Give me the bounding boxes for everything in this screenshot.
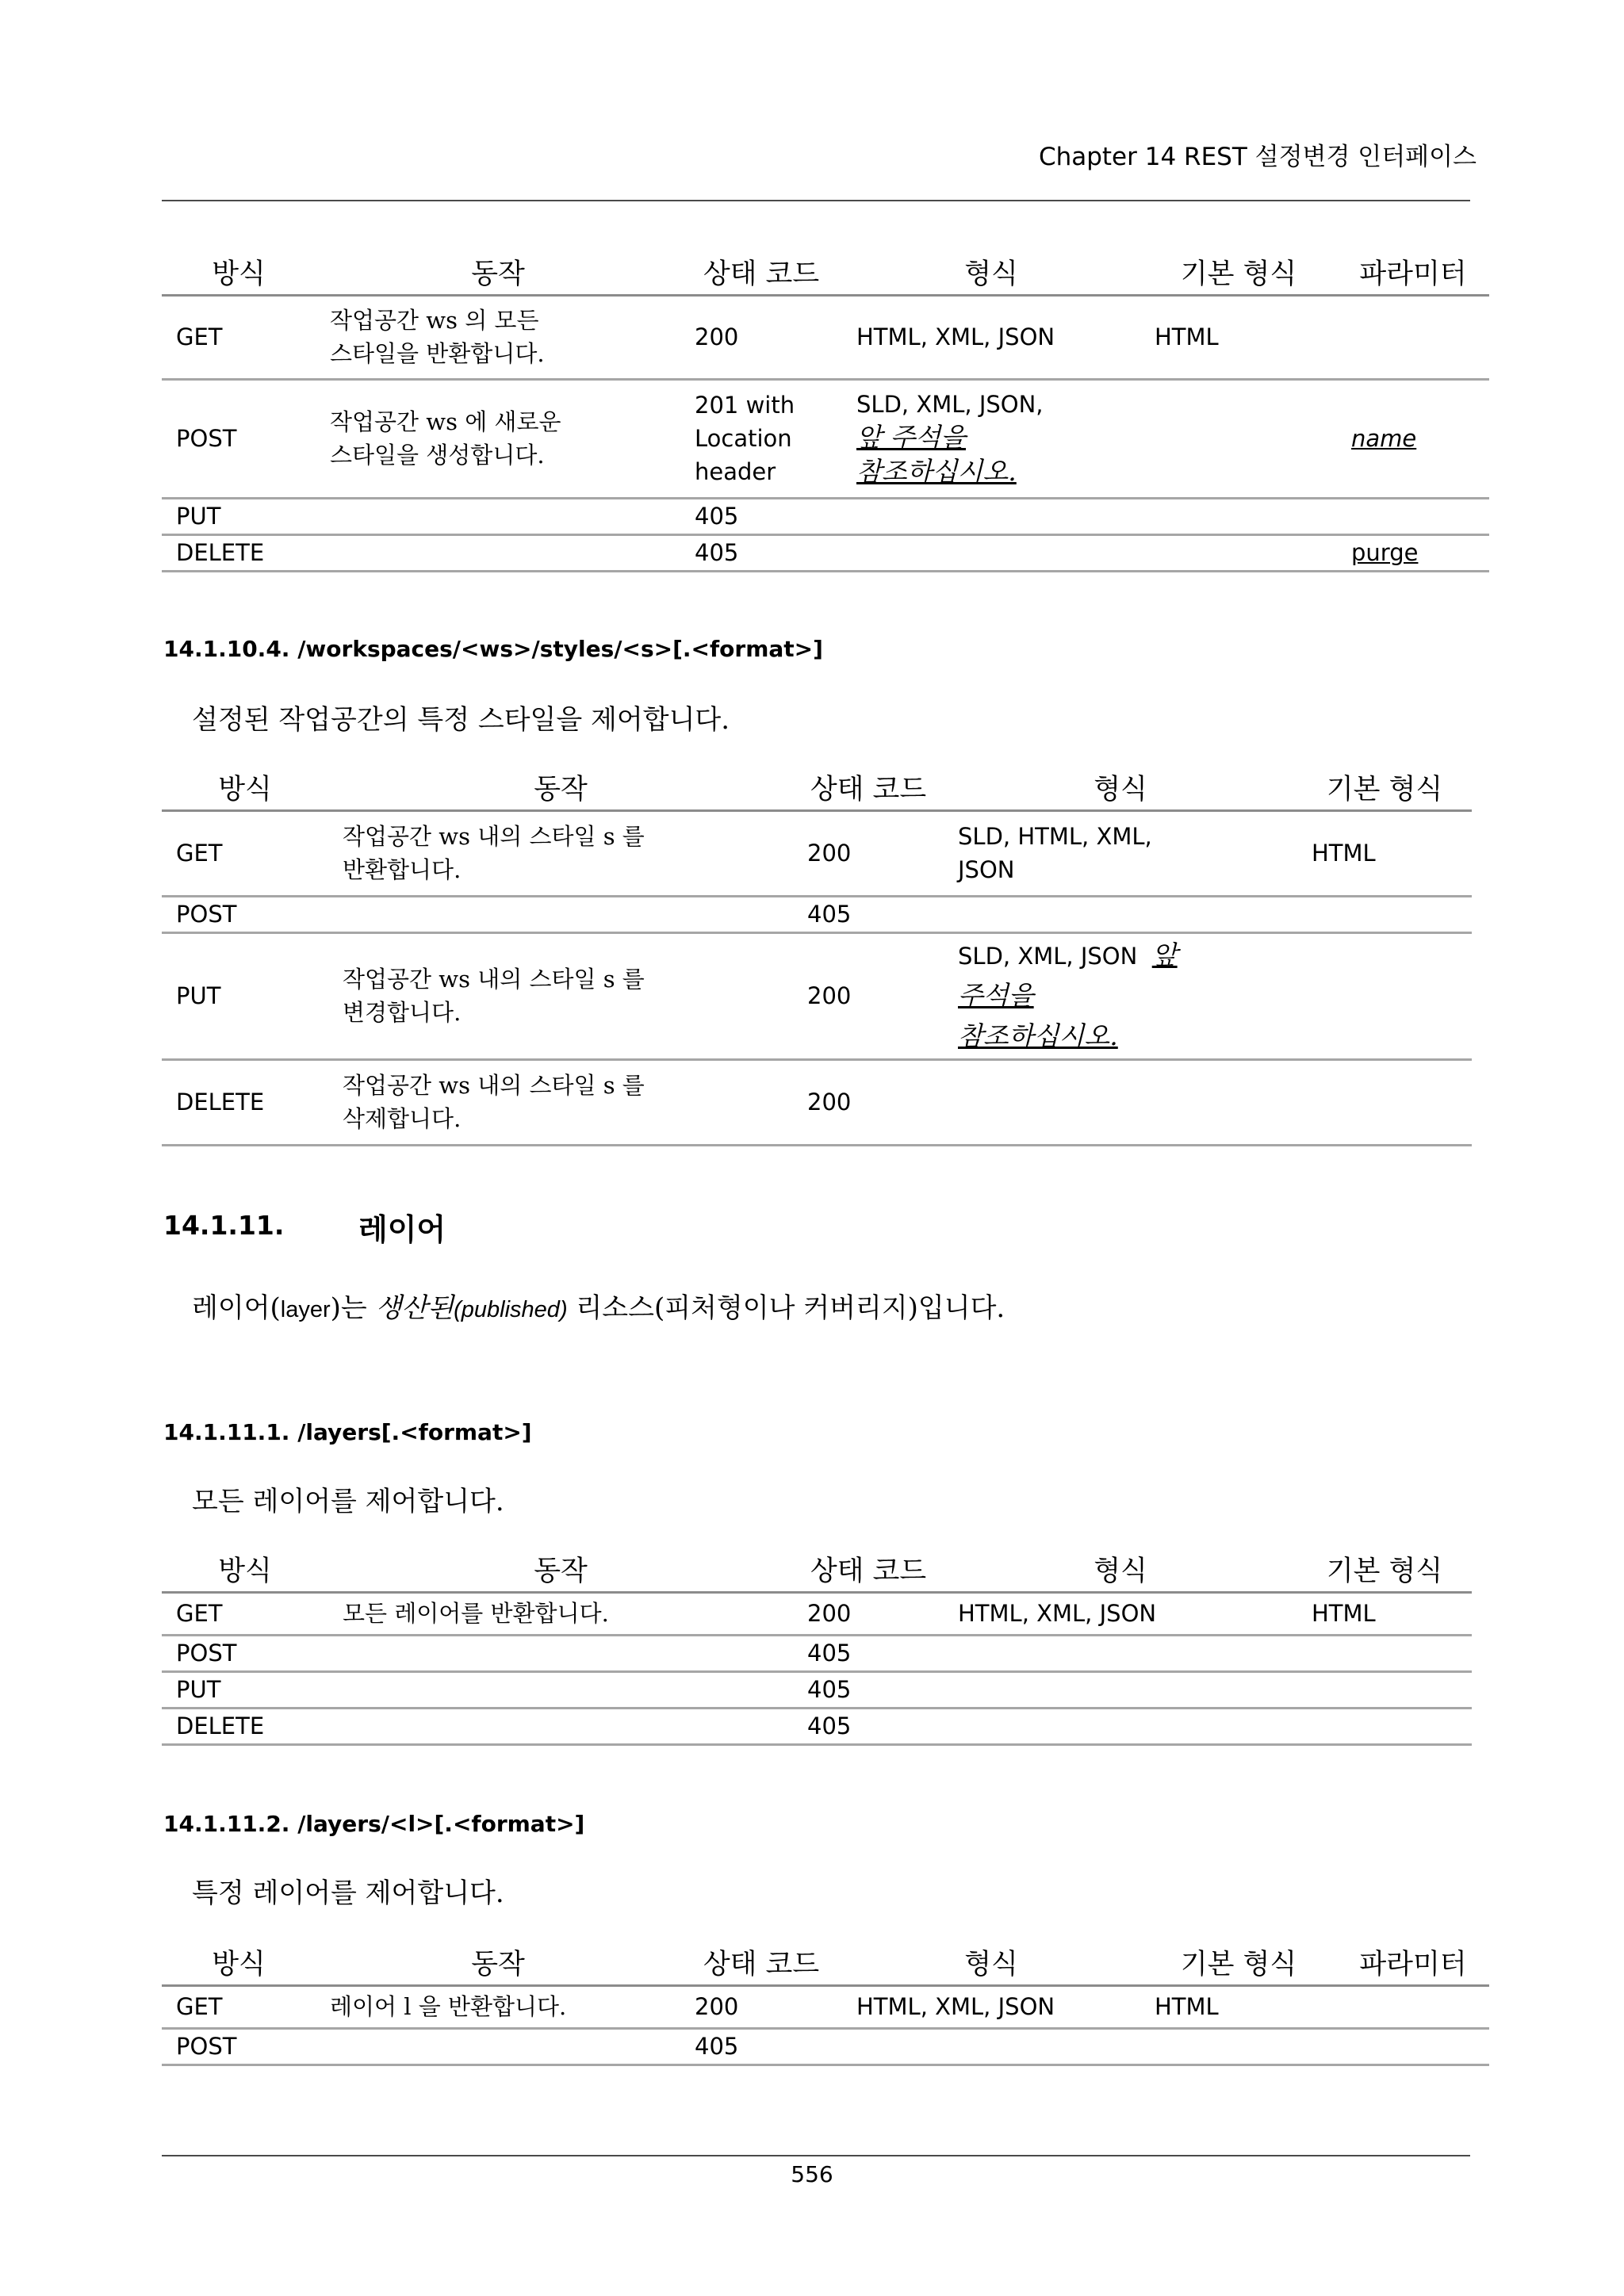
param-name-link[interactable]: name <box>1351 425 1417 452</box>
format-cell <box>842 534 1140 571</box>
status-cell: 405 <box>695 2033 739 2060</box>
status-cell: 405 <box>807 1676 852 1703</box>
method-cell: POST <box>176 901 237 928</box>
col-parameter: 파라미터 <box>1359 1949 1467 1981</box>
default-format-cell <box>1297 1635 1472 1671</box>
action-cell <box>328 896 793 932</box>
format-cell <box>944 1708 1297 1744</box>
default-format-cell <box>1140 2028 1337 2064</box>
parameter-cell <box>1337 295 1489 379</box>
table-row <box>162 379 1489 498</box>
method-cell: DELETE <box>176 1712 265 1739</box>
action-cell <box>316 498 680 534</box>
col-default-format: 기본 형식 <box>1180 258 1297 291</box>
method-cell: POST <box>176 425 237 452</box>
param-purge-link[interactable]: purge <box>1351 539 1419 566</box>
col-method: 방식 <box>218 774 272 806</box>
col-action: 동작 <box>534 1556 588 1588</box>
action-cell: 작업공간 ws 의 모든 스타일을 반환합니다. <box>330 307 545 367</box>
default-format-cell <box>1140 534 1337 571</box>
see-note-link[interactable]: 참조하십시오. <box>958 1020 1118 1051</box>
page-number: 556 <box>791 2161 833 2187</box>
see-note-link[interactable]: 앞 <box>1151 939 1178 970</box>
col-format: 형식 <box>1094 1556 1147 1588</box>
format-cell <box>944 1059 1297 1145</box>
action-cell <box>316 534 680 571</box>
status-cell: 200 <box>807 840 852 867</box>
table-row <box>162 932 1472 1059</box>
section-number: 14.1.11. <box>163 1210 285 1241</box>
section-description: 설정된 작업공간의 특정 스타일을 제어합니다. <box>192 704 730 736</box>
method-cell: PUT <box>176 1676 221 1703</box>
col-default-format: 기본 형식 <box>1180 1949 1297 1981</box>
col-method: 방식 <box>218 1556 272 1588</box>
method-cell: DELETE <box>176 539 265 566</box>
format-cell: SLD, XML, JSON, 앞 주석을 참조하십시오. <box>856 391 1044 487</box>
parameter-cell <box>1337 534 1489 571</box>
col-status: 상태 코드 <box>703 258 820 291</box>
default-format-cell: HTML <box>1155 323 1219 350</box>
action-cell <box>316 2028 680 2064</box>
col-format: 형식 <box>964 1949 1018 1981</box>
action-cell <box>328 1671 793 1708</box>
method-cell: PUT <box>176 982 221 1009</box>
table-header-row <box>162 1548 1472 1592</box>
col-method: 방식 <box>212 258 266 291</box>
parameter-cell <box>1337 2028 1489 2064</box>
table-row <box>162 1635 1472 1671</box>
default-format-cell: HTML <box>1155 1993 1219 2020</box>
action-cell: 작업공간 ws 내의 스타일 s 를 반환합니다. <box>343 823 645 883</box>
col-action: 동작 <box>534 774 588 806</box>
format-cell <box>842 2028 1140 2064</box>
format-cell: SLD, XML, JSON 앞 주석을 참조하십시오. <box>958 939 1178 1051</box>
section-title: 레이어 <box>358 1212 446 1247</box>
format-cell <box>944 896 1297 932</box>
col-action: 동작 <box>471 258 525 291</box>
section-description: 레이어(layer)는 생산된(published) 리소스(피처형이나 커버리지)입니다. <box>192 1292 1005 1324</box>
default-format-cell <box>1297 1671 1472 1708</box>
default-format-cell <box>1297 896 1472 932</box>
method-cell: POST <box>176 2033 237 2060</box>
styles-methods-table <box>162 251 1489 572</box>
layer-methods-table <box>162 1941 1489 2066</box>
action-cell: 모든 레이어를 반환합니다. <box>343 1600 609 1627</box>
col-status: 상태 코드 <box>703 1949 820 1981</box>
col-default-format: 기본 형식 <box>1326 1556 1443 1588</box>
section-heading-layers: 14.1.11.1. /layers[.<format>] <box>163 1419 532 1445</box>
default-format-cell: HTML <box>1312 1600 1376 1627</box>
method-cell: GET <box>176 1993 223 2020</box>
status-cell: 200 <box>695 1993 739 2020</box>
format-cell: HTML, XML, JSON <box>856 1993 1055 2020</box>
status-cell: 200 <box>807 1600 852 1627</box>
status-cell: 200 <box>695 323 739 350</box>
table-row <box>162 1708 1472 1744</box>
table-row <box>162 810 1472 896</box>
method-cell: DELETE <box>176 1089 265 1115</box>
status-cell: 200 <box>807 1089 852 1115</box>
section-heading-style: 14.1.10.4. /workspaces/<ws>/styles/<s>[.<format>] <box>163 636 823 662</box>
table-row <box>162 1671 1472 1708</box>
format-cell: HTML, XML, JSON <box>856 323 1055 350</box>
table-row <box>162 498 1489 534</box>
table-row <box>162 534 1489 571</box>
action-cell: 작업공간 ws 내의 스타일 s 를 삭제합니다. <box>343 1072 645 1132</box>
see-note-link[interactable]: 앞 주석을 <box>856 422 967 453</box>
status-cell: 405 <box>695 503 739 530</box>
table-row <box>162 1985 1489 2028</box>
table-row <box>162 295 1489 379</box>
default-format-cell <box>1297 932 1472 1059</box>
parameter-cell <box>1337 498 1489 534</box>
default-format-cell <box>1140 498 1337 534</box>
status-cell: 405 <box>807 1640 852 1667</box>
action-cell <box>328 1635 793 1671</box>
col-status: 상태 코드 <box>810 1556 927 1588</box>
col-parameter: 파라미터 <box>1359 258 1467 291</box>
header-rule <box>162 200 1470 201</box>
see-note-link[interactable]: 주석을 <box>958 979 1034 1011</box>
method-cell: GET <box>176 840 223 867</box>
table-row <box>162 1592 1472 1635</box>
action-cell <box>328 1708 793 1744</box>
section-description: 모든 레이어를 제어합니다. <box>192 1486 504 1517</box>
action-cell: 작업공간 ws 에 새로운 스타일을 생성합니다. <box>330 408 561 469</box>
table-header-row <box>162 766 1472 810</box>
format-cell <box>842 498 1140 534</box>
status-cell: 405 <box>695 539 739 566</box>
parameter-cell <box>1337 379 1489 498</box>
col-status: 상태 코드 <box>810 774 927 806</box>
layers-methods-table <box>162 1548 1472 1746</box>
format-cell <box>944 1671 1297 1708</box>
section-heading-layer: 14.1.11.2. /layers/<l>[.<format>] <box>163 1811 585 1837</box>
method-cell: GET <box>176 1600 223 1627</box>
default-format-cell: HTML <box>1312 840 1376 867</box>
method-cell: PUT <box>176 503 221 530</box>
table-row <box>162 2028 1489 2064</box>
action-cell: 작업공간 ws 내의 스타일 s 를 변경합니다. <box>343 966 645 1026</box>
status-cell: 200 <box>807 982 852 1009</box>
action-cell: 레이어 l 을 반환합니다. <box>330 1993 567 2020</box>
default-format-cell <box>1297 1708 1472 1744</box>
col-format: 형식 <box>1094 774 1147 806</box>
format-cell: HTML, XML, JSON <box>958 1600 1157 1627</box>
see-note-link[interactable]: 참조하십시오. <box>856 456 1017 487</box>
table-header-row <box>162 251 1489 295</box>
col-method: 방식 <box>212 1949 266 1981</box>
format-cell: SLD, HTML, XML, JSON <box>958 823 1152 883</box>
status-cell: 405 <box>807 901 852 928</box>
col-action: 동작 <box>471 1949 525 1981</box>
table-row <box>162 896 1472 932</box>
table-header-row <box>162 1941 1489 1985</box>
method-cell: GET <box>176 323 223 350</box>
table-row <box>162 1059 1472 1145</box>
default-format-cell <box>1140 379 1337 498</box>
format-cell <box>944 1635 1297 1671</box>
col-format: 형식 <box>964 258 1018 291</box>
method-cell: POST <box>176 1640 237 1667</box>
section-description: 특정 레이어를 제어합니다. <box>192 1877 504 1909</box>
page-header-title: Chapter 14 REST 설정변경 인터페이스 <box>1038 143 1477 171</box>
parameter-cell <box>1337 1985 1489 2028</box>
status-cell: 405 <box>807 1712 852 1739</box>
col-default-format: 기본 형식 <box>1326 774 1443 806</box>
default-format-cell <box>1297 1059 1472 1145</box>
style-methods-table <box>162 766 1472 1146</box>
status-cell: 201 with Location header <box>695 392 795 485</box>
